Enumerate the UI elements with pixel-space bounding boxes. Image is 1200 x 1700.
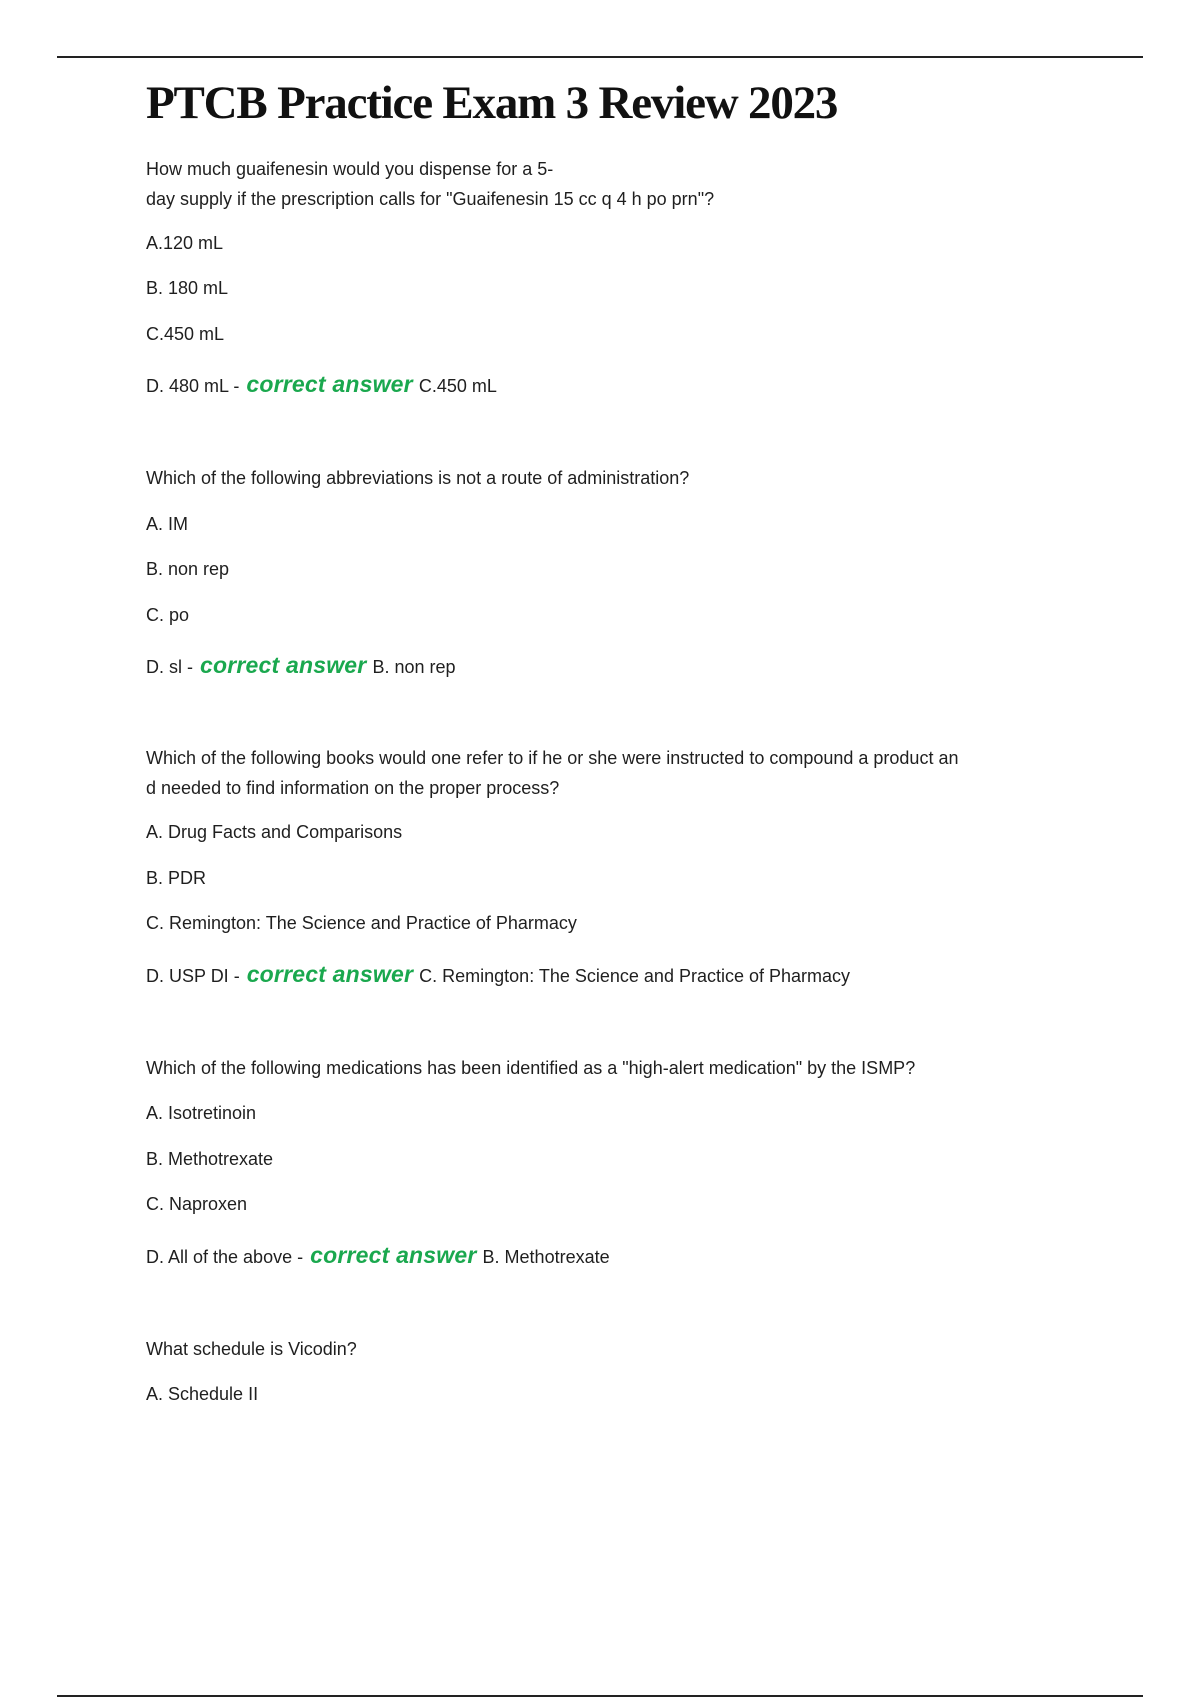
question-4-option-d: D. All of the above: [146, 1247, 293, 1267]
question-2-line-1: Which of the following abbreviations is not a route of administration?: [146, 468, 690, 488]
question-4-option-a: A. Isotretinoin: [146, 1103, 257, 1123]
answer-separator: -: [228, 966, 245, 986]
question-4-line-1: Which of the following medications has been identified as a "high-alert medication" by the ISMP?: [146, 1058, 916, 1078]
question-1-answer: C.450 mL: [418, 376, 497, 396]
question-1-option-d-answer-line: [146, 370, 497, 400]
question-2-option-d: D. sl: [146, 657, 182, 677]
question-4-option-c: C. Naproxen: [146, 1194, 248, 1214]
question-2-option-a: A. IM: [146, 514, 189, 534]
question-1-option-b: B. 180 mL: [146, 278, 229, 298]
correct-answer-label: correct answer: [200, 652, 367, 678]
question-3-line-2: d needed to find information on the proper process?: [146, 778, 560, 798]
correct-answer-label: correct answer: [246, 961, 414, 987]
question-1-line-1: How much guaifenesin would you dispense for a 5-: [146, 159, 554, 179]
question-4-answer: B. Methotrexate: [482, 1247, 610, 1267]
question-3-line-1: Which of the following books would one refer to if he or she were instructed to compound a product an: [146, 748, 959, 768]
question-2-option-d-answer-line: [146, 651, 456, 681]
question-3-option-d: D. USP DI: [146, 966, 229, 986]
question-3-option-d-answer-line: [146, 960, 850, 990]
document-title: PTCB Practice Exam 3 Review 2023: [146, 77, 838, 129]
question-1-line-2: day supply if the prescription calls for "Guaifenesin 15 cc q 4 h po prn"?: [146, 189, 715, 209]
question-1-option-d: D. 480 mL: [146, 376, 229, 396]
question-2-option-b: B. non rep: [146, 559, 230, 579]
answer-separator: -: [228, 376, 245, 396]
question-5-option-a: A. Schedule II: [146, 1384, 259, 1404]
question-1-option-c: C.450 mL: [146, 324, 225, 344]
question-3-answer: C. Remington: The Science and Practice of Pharmacy: [419, 966, 851, 986]
question-4-option-d-answer-line: [146, 1241, 610, 1271]
answer-separator: -: [292, 1247, 309, 1267]
question-5-line-1: What schedule is Vicodin?: [146, 1339, 357, 1359]
question-3-option-c: C. Remington: The Science and Practice of Pharmacy: [146, 913, 577, 933]
question-1-option-a: A.120 mL: [146, 233, 224, 253]
question-2-answer: B. non rep: [372, 657, 456, 677]
bottom-rule: [57, 1695, 1143, 1697]
answer-separator: -: [182, 657, 198, 677]
question-3-option-b: B. PDR: [146, 868, 207, 888]
question-3-option-a: A. Drug Facts and Comparisons: [146, 822, 403, 842]
correct-answer-label: correct answer: [310, 1242, 477, 1268]
question-2-option-c: C. po: [146, 605, 190, 625]
correct-answer-label: correct answer: [246, 371, 413, 397]
question-4-option-b: B. Methotrexate: [146, 1149, 274, 1169]
top-rule: [57, 56, 1143, 58]
